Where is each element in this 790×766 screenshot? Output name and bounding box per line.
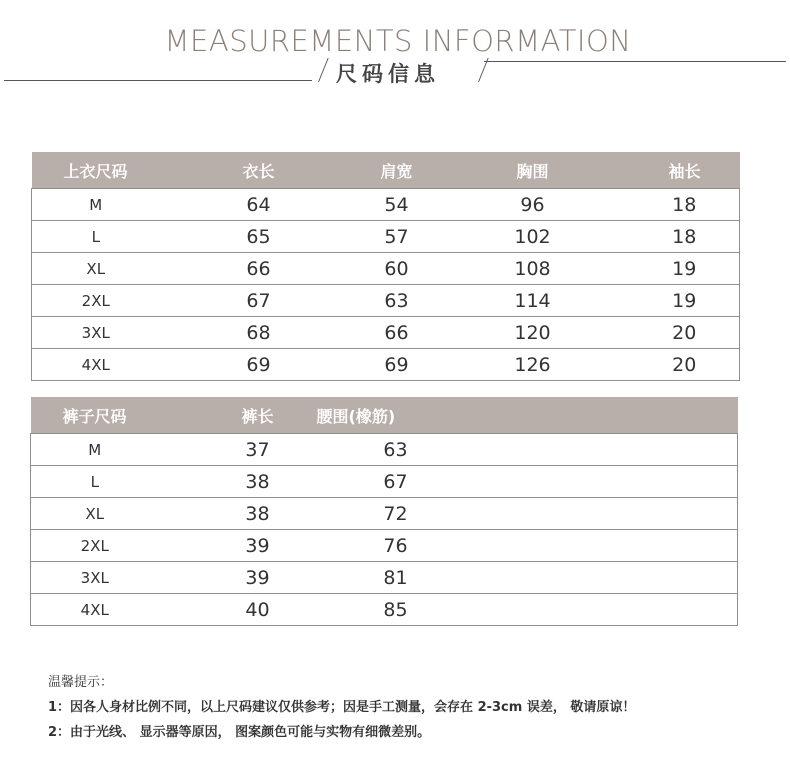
empty-cell (435, 594, 738, 626)
size-cell: L (31, 466, 159, 498)
pants-size-table (30, 397, 738, 626)
value-cell: 20 (630, 317, 740, 349)
table-header-row (32, 152, 740, 189)
column-header: 上衣尺码 (32, 152, 160, 189)
table-row (31, 466, 738, 498)
value-cell: 72 (357, 498, 435, 530)
empty-cell (435, 434, 738, 466)
value-cell: 39 (159, 530, 357, 562)
size-cell: L (32, 221, 160, 253)
value-cell: 20 (630, 349, 740, 381)
value-cell: 37 (159, 434, 357, 466)
table-row (31, 530, 738, 562)
value-cell: 57 (358, 221, 436, 253)
empty-cell (435, 498, 738, 530)
value-cell: 108 (436, 253, 630, 285)
table-row (32, 317, 740, 349)
page-title: MEASUREMENTS INFORMATION (164, 24, 632, 58)
size-cell: XL (32, 253, 160, 285)
table-row (32, 189, 740, 221)
table-row (32, 285, 740, 317)
value-cell: 64 (160, 189, 358, 221)
value-cell: 38 (159, 466, 357, 498)
value-cell: 54 (358, 189, 436, 221)
table-row (31, 434, 738, 466)
value-cell: 40 (159, 594, 357, 626)
value-cell: 120 (436, 317, 630, 349)
size-cell: 3XL (32, 317, 160, 349)
table-row (32, 253, 740, 285)
value-cell: 96 (436, 189, 630, 221)
value-cell: 60 (358, 253, 436, 285)
value-cell: 102 (436, 221, 630, 253)
column-header: 袖长 (630, 152, 740, 189)
table-row (32, 349, 740, 381)
column-header: 裤长 (159, 397, 357, 434)
notes-title: 温馨提示： (48, 675, 114, 690)
value-cell: 68 (160, 317, 358, 349)
table-row (31, 562, 738, 594)
top-size-table (31, 152, 740, 381)
size-cell: 2XL (31, 530, 159, 562)
value-cell: 81 (357, 562, 435, 594)
size-cell: M (32, 189, 160, 221)
value-cell: 65 (160, 221, 358, 253)
header-blank (435, 397, 738, 434)
note-line: 2：由于光线、 显示器等原因， 图案颜色可能与实物有细微差别。 (48, 725, 431, 740)
table-row (32, 221, 740, 253)
value-cell: 18 (630, 221, 740, 253)
value-cell: 126 (436, 349, 630, 381)
value-cell: 19 (630, 253, 740, 285)
value-cell: 39 (159, 562, 357, 594)
header-slash-left (318, 58, 329, 82)
empty-cell (435, 530, 738, 562)
empty-cell (435, 562, 738, 594)
size-cell: 4XL (32, 349, 160, 381)
column-header: 胸围 (436, 152, 630, 189)
size-cell: 4XL (31, 594, 159, 626)
value-cell: 38 (159, 498, 357, 530)
column-header: 腰围(橡筋) (357, 397, 435, 434)
value-cell: 66 (160, 253, 358, 285)
note-line: 1：因各人身材比例不同，以上尺码建议仅供参考；因是手工测量，会存在 2-3cm 误差， 敬请原谅！ (48, 700, 636, 715)
header-rule-right (484, 61, 786, 62)
value-cell: 63 (357, 434, 435, 466)
column-header: 衣长 (160, 152, 358, 189)
value-cell: 76 (357, 530, 435, 562)
value-cell: 67 (357, 466, 435, 498)
column-header: 裤子尺码 (31, 397, 159, 434)
value-cell: 69 (358, 349, 436, 381)
table-header-row (31, 397, 738, 434)
value-cell: 63 (358, 285, 436, 317)
notes-section (48, 670, 635, 745)
empty-cell (435, 466, 738, 498)
value-cell: 19 (630, 285, 740, 317)
size-cell: XL (31, 498, 159, 530)
column-header: 肩宽 (358, 152, 436, 189)
size-cell: M (31, 434, 159, 466)
size-cell: 2XL (32, 285, 160, 317)
value-cell: 67 (160, 285, 358, 317)
value-cell: 18 (630, 189, 740, 221)
value-cell: 66 (358, 317, 436, 349)
value-cell: 114 (436, 285, 630, 317)
value-cell: 85 (357, 594, 435, 626)
value-cell: 69 (160, 349, 358, 381)
header-rule-left (4, 80, 312, 81)
page-subtitle: 尺码信息 (336, 62, 440, 86)
table-row (31, 594, 738, 626)
table-row (31, 498, 738, 530)
size-cell: 3XL (31, 562, 159, 594)
